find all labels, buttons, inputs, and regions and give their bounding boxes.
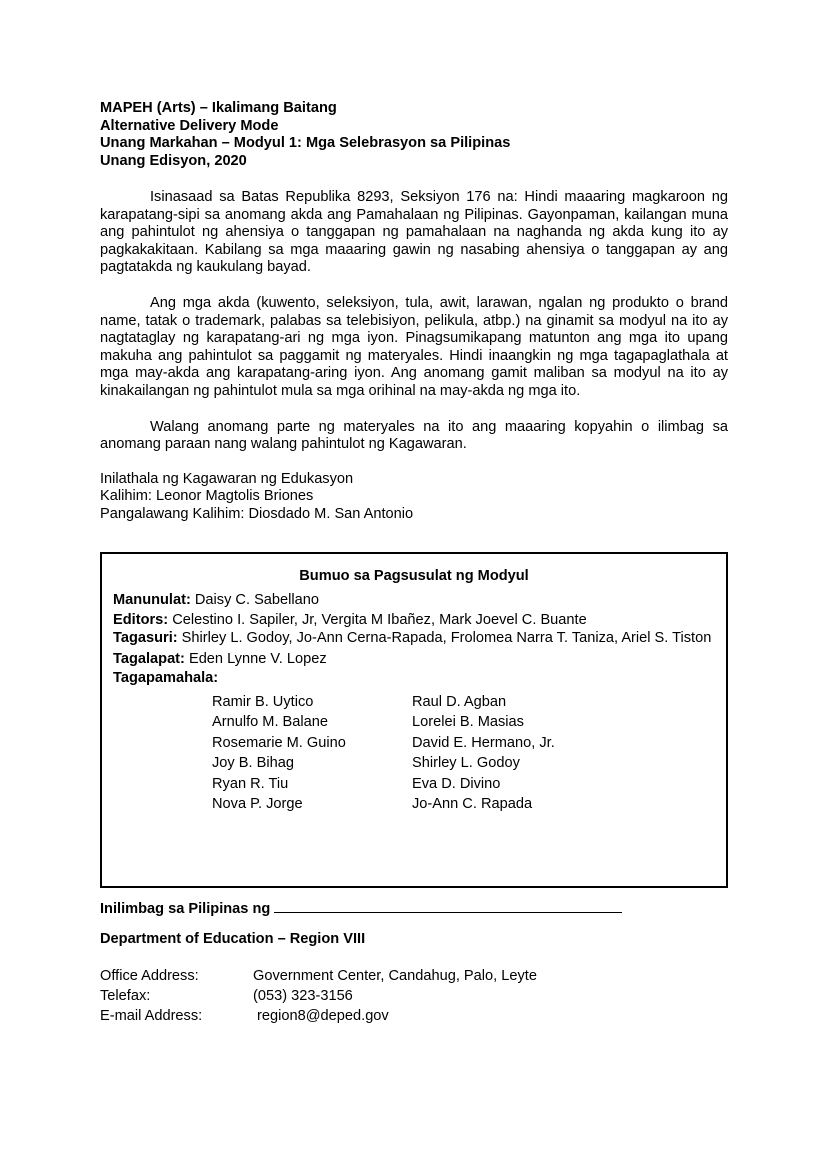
- writer-value: Daisy C. Sabellano: [190, 592, 319, 608]
- email-row: [100, 1006, 740, 1026]
- header-line: Unang Markahan – Modyul 1: Mga Selebrasyon sa Pilipinas: [100, 135, 511, 151]
- writer-label: Manunulat:: [113, 592, 191, 608]
- manager-name: Rosemarie M. Guino: [212, 734, 346, 751]
- managers-label: Tagapamahala:: [113, 670, 219, 686]
- header-line: Alternative Delivery Mode: [100, 117, 279, 134]
- department-name: Department of Education – Region VIII: [100, 931, 366, 947]
- copyright-paragraph: Walang anomang parte ng materyales na ito ang maaaring kopyahin o ilimbag sa anomang paraan nang walang pahintulot ng Kagawaran.: [100, 418, 728, 453]
- manager-name: Ramir B. Uytico: [212, 693, 314, 710]
- telefax-label: Telefax:: [100, 988, 151, 1004]
- editors-line: [113, 611, 715, 631]
- reviewers-line: [113, 630, 715, 648]
- secretary-line: Kalihim: Leonor Magtolis Briones: [100, 488, 314, 505]
- copyright-paragraph: Ang mga akda (kuwento, seleksiyon, tula, awit, larawan, ngalan ng produkto o brand name, tatak o trademark, palabas sa telebisiyon, pelikula, atbp.) na ginamit sa modyul na ito ay nagtataglay ng karapatang-ari ng mga iyon. Pinagsumikapang matunton ang mga ito upang makuha ang pahintulot sa paggamit ng materyales. Hindi inaangkin ng mga tagapaglathala at mga may-akda ang karapatang-aring iyon. Ang anomang gamit maliban sa modyul na ito ay kinakailangan ng pahintulot mula sa mga orihinal na may-akda ng mga ito.: [100, 294, 728, 399]
- managers-list: [212, 692, 715, 815]
- credits-box: [100, 552, 728, 888]
- managers-line: [113, 669, 715, 689]
- undersecretary-line: Pangalawang Kalihim: Diosdado M. San Antonio: [100, 505, 414, 522]
- manager-name: Eva D. Divino: [412, 775, 501, 792]
- office-address-value: Government Center, Candahug, Palo, Leyte: [253, 968, 537, 984]
- illustrator-value: Eden Lynne V. Lopez: [184, 650, 327, 667]
- telefax-value: (053) 323-3156: [253, 988, 353, 1004]
- header-line: Unang Edisyon, 2020: [100, 152, 247, 169]
- printed-line: [100, 900, 740, 918]
- document-footer: [100, 900, 740, 1026]
- illustrator-label: Tagalapat:: [113, 650, 185, 667]
- printer-blank-line: [274, 900, 622, 913]
- office-address-label: Office Address:: [100, 968, 199, 984]
- document-header: [100, 100, 728, 170]
- email-label: E-mail Address:: [100, 1008, 203, 1024]
- manager-name: Nova P. Jorge: [212, 796, 303, 812]
- printed-label: Inilimbag sa Pilipinas ng: [100, 901, 275, 917]
- illustrator-line: [113, 650, 715, 670]
- office-address-row: [100, 966, 740, 986]
- publisher-info: [100, 471, 728, 524]
- editors-value: Celestino I. Sapiler, Jr, Vergita M Ibañez, Mark Joevel C. Buante: [168, 611, 587, 628]
- email-value: region8@deped.gov: [253, 1008, 389, 1024]
- manager-name: Shirley L. Godoy: [412, 755, 520, 771]
- manager-name: Ryan R. Tiu: [212, 775, 289, 792]
- writer-line: [113, 591, 715, 611]
- telefax-row: [100, 986, 740, 1006]
- publisher-line: Inilathala ng Kagawaran ng Edukasyon: [100, 470, 354, 487]
- credits-title: Bumuo sa Pagsusulat ng Modyul: [299, 568, 529, 584]
- editors-label: Editors:: [113, 611, 169, 628]
- document-page: [100, 100, 728, 524]
- manager-name: David E. Hermano, Jr.: [412, 734, 555, 751]
- reviewers-label: Tagasuri:: [113, 630, 178, 646]
- manager-name: Lorelei B. Masias: [412, 714, 524, 730]
- header-line: MAPEH (Arts) – Ikalimang Baitang: [100, 100, 337, 116]
- manager-name: Joy B. Bihag: [212, 755, 294, 771]
- manager-name: Jo-Ann C. Rapada: [412, 796, 533, 812]
- manager-name: Raul D. Agban: [412, 693, 507, 710]
- manager-name: Arnulfo M. Balane: [212, 714, 329, 730]
- reviewers-value: Shirley L. Godoy, Jo-Ann Cerna-Rapada, Frolomea Narra T. Taniza, Ariel S. Tiston: [177, 630, 712, 646]
- copyright-paragraph: Isinasaad sa Batas Republika 8293, Seksiyon 176 na: Hindi maaaring magkaroon ng karapatang-sipi sa anomang akda ang Pamahalaan ng Pilipinas. Gayonpaman, kailangan muna ang pahintulot ng ahensiya o tanggapan ng pamahalaan na naghanda ng akda kung ito ay pagkakakitaan. Kabilang sa mga maaaring gawin ng nasabing ahensiya o tanggapan ay ang pagtatakda ng kaukulang bayad.: [100, 189, 728, 276]
